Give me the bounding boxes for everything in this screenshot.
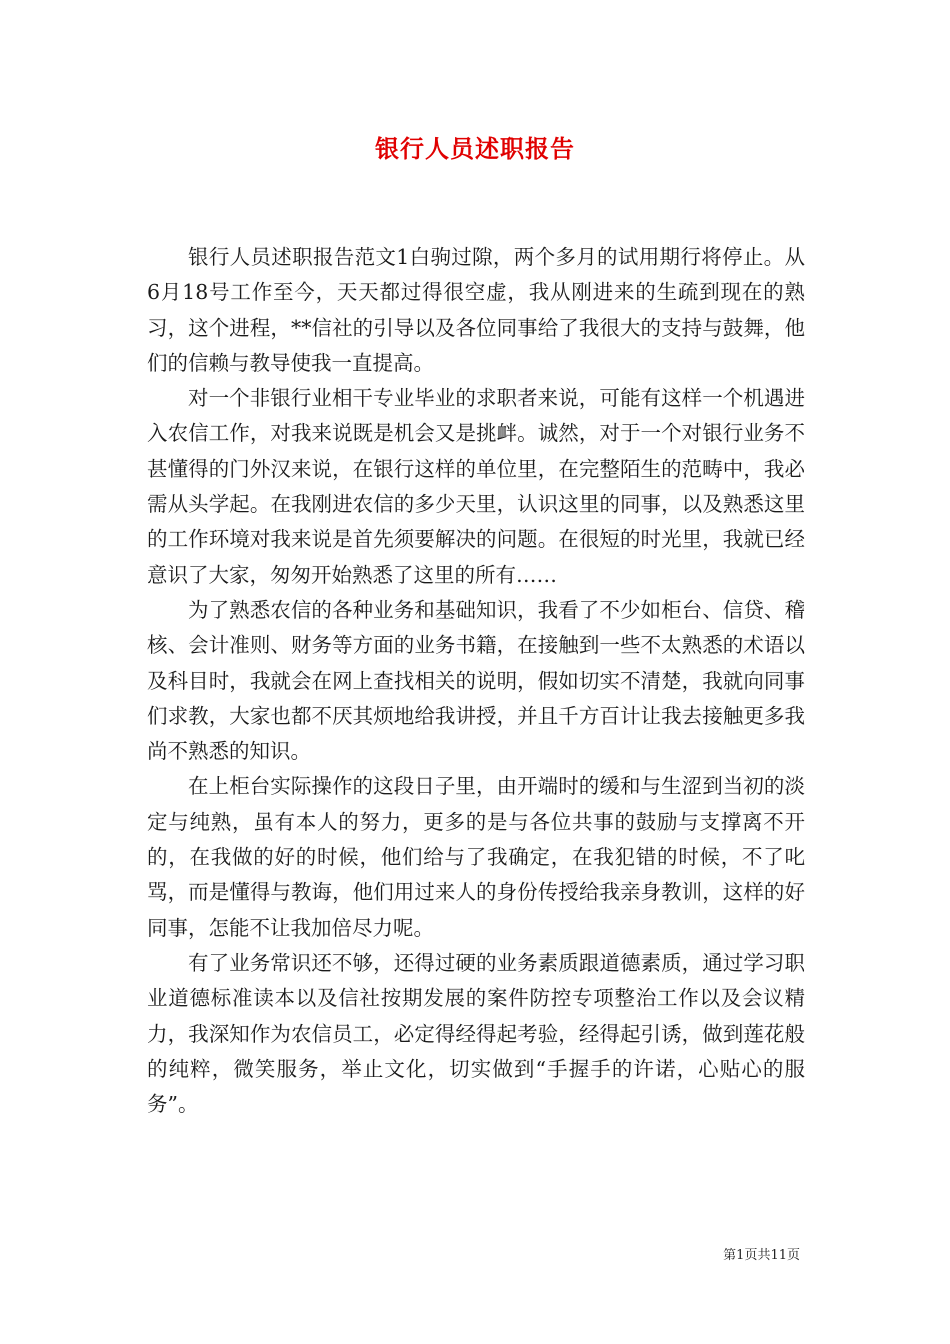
paragraph-1: 银行人员述职报告范文1白驹过隙，两个多月的试用期行将停止。从6月18号工作至今，天天都过得很空虚，我从刚进来的生疏到现在的熟习，这个进程，**信社的引导以及各位同事给了我很大的支持与鼓舞，他们的信赖与教导使我一直提高。 — [147, 245, 805, 375]
paragraph-3: 为了熟悉农信的各种业务和基础知识，我看了不少如柜台、信贷、稽核、会计准则、财务等方面的业务书籍，在接触到一些不太熟悉的术语以及科目时，我就会在网上查找相关的说明，假如切实不清楚，我就向同事们求教，大家也都不厌其烦地给我讲授，并且千方百计让我去接触更多我尚不熟悉的知识。 — [147, 597, 805, 764]
paragraph-4: 在上柜台实际操作的这段日子里，由开端时的缓和与生涩到当初的淡定与纯熟，虽有本人的努力，更多的是与各位共事的鼓励与支撑离不开的，在我做的好的时候，他们给与了我确定，在我犯错的时候，不了叱骂，而是懂得与教诲，他们用过来人的身份传授给我亲身教训，这样的好同事，怎能不让我加倍尽力呢。 — [147, 774, 805, 940]
paragraph-5: 有了业务常识还不够，还得过硬的业务素质跟道德素质，通过学习职业道德标准读本以及信社按期发展的案件防控专项整治工作以及会议精力，我深知作为农信员工，必定得经得起考验，经得起引诱，做到莲花般的纯粹，微笑服务，举止文化，切实做到“手握手的许诺，心贴心的服务”。 — [147, 950, 805, 1117]
document-title: 银行人员述职报告 — [375, 134, 575, 163]
page-number-footer: 第1页共11页 — [723, 1248, 800, 1263]
document-body — [147, 240, 805, 1122]
paragraph-2: 对一个非银行业相干专业毕业的求职者来说，可能有这样一个机遇进入农信工作，对我来说既是机会又是挑衅。诚然，对于一个对银行业务不甚懂得的门外汉来说，在银行这样的单位里，在完整陌生的范畴中，我必需从头学起。在我刚进农信的多少天里，认识这里的同事，以及熟悉这里的工作环境对我来说是首先须要解决的问题。在很短的时光里，我就已经意识了大家，匆匆开始熟悉了这里的所有…… — [147, 386, 805, 587]
